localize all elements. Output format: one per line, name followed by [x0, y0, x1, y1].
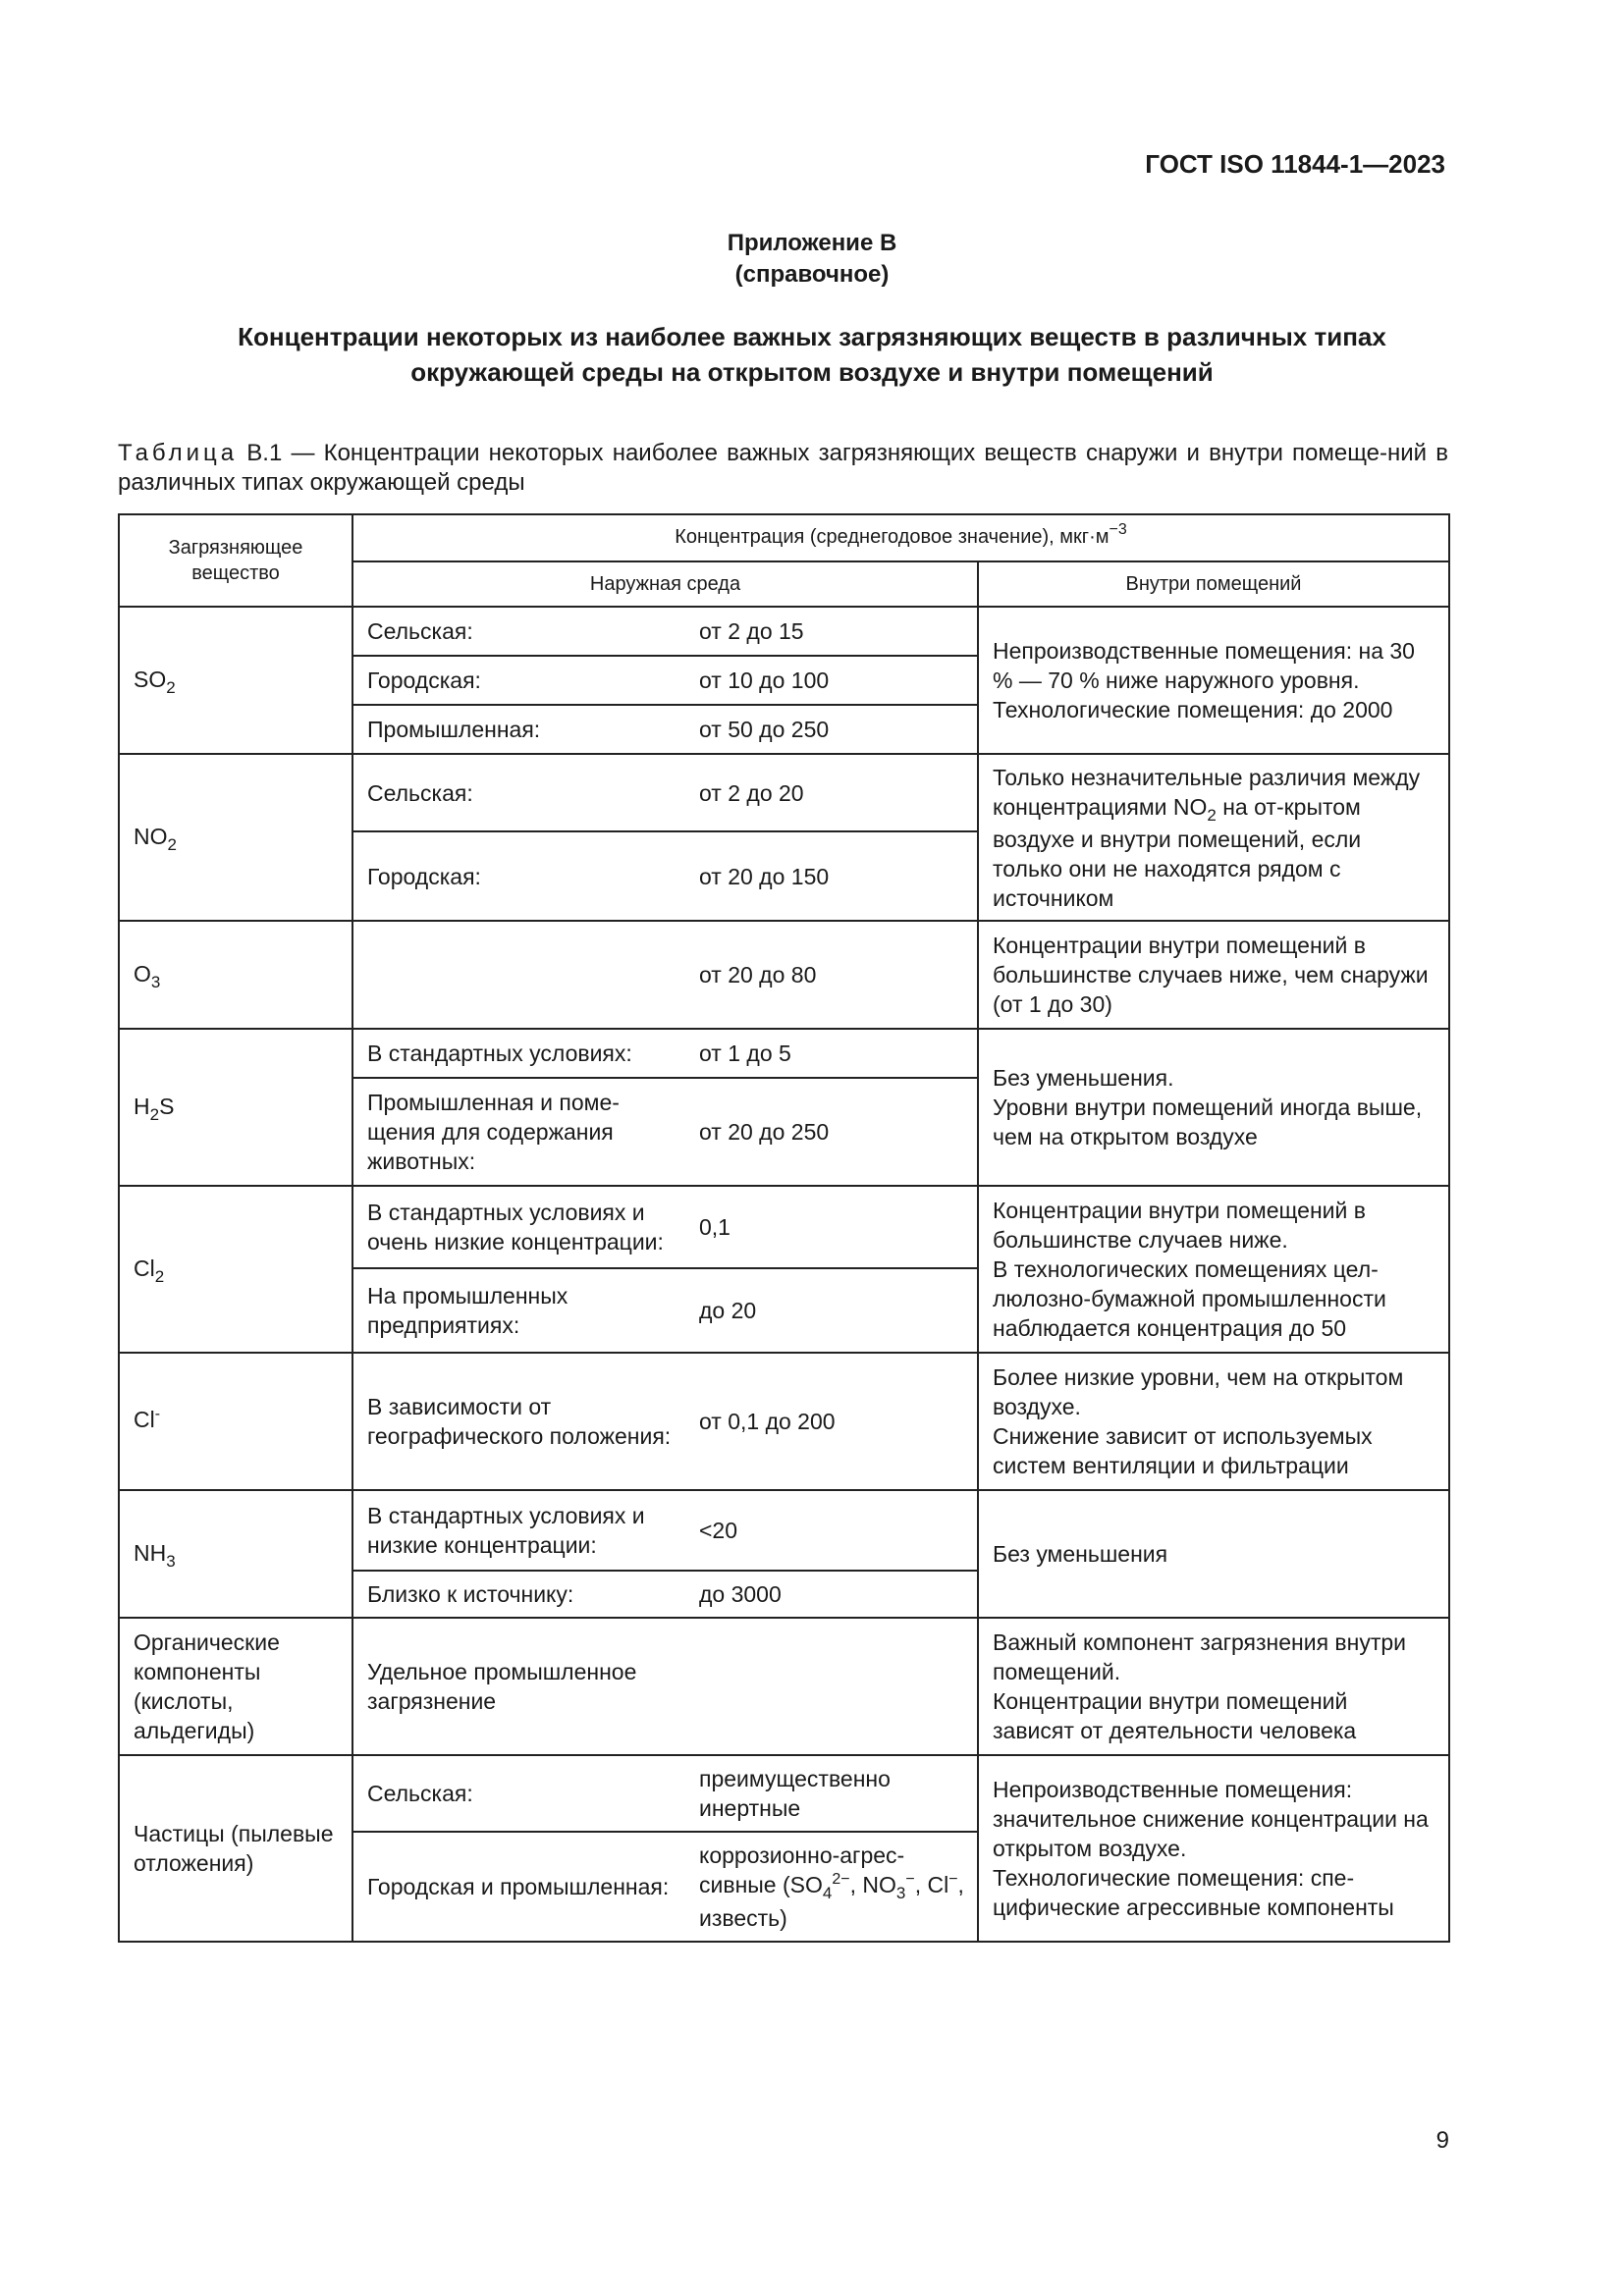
- env-cell: [352, 1186, 978, 1268]
- env-value: от 1 до 5: [699, 1041, 791, 1066]
- table-row: [119, 1755, 1449, 1832]
- indoor-cell: Непроизводственные помещения: на 30 % — 70 % ниже наружного уровня. Технологические помещения: до 2000: [978, 607, 1449, 754]
- table-row: [119, 921, 1449, 1029]
- env-cell: [352, 1755, 978, 1832]
- table-caption: [118, 439, 1448, 498]
- env-value: преимущественно инертные: [699, 1766, 891, 1821]
- env-value: от 10 до 100: [699, 667, 830, 693]
- env-cell: [352, 921, 978, 1029]
- table-row: [119, 1186, 1449, 1268]
- env-cell: [352, 1353, 978, 1490]
- env-value: до 20: [699, 1298, 757, 1323]
- env-value: от 50 до 250: [699, 717, 830, 742]
- env-value: 0,1: [699, 1214, 731, 1240]
- indoor-cell: Важный компонент загрязнения внутри помещений. Концентрации внутри помещений зависят от деятельности человека: [978, 1618, 1449, 1755]
- env-value: от 20 до 250: [699, 1119, 830, 1145]
- table-header-row: [119, 514, 1449, 561]
- env-cell: [352, 607, 978, 656]
- pollutant-cell: $O_3$: [119, 921, 352, 1029]
- env-cell: [352, 1832, 978, 1942]
- appendix-title: Приложение В: [727, 230, 897, 256]
- env-cell: [352, 754, 978, 831]
- env-cell: [352, 1078, 978, 1186]
- env-cell: [352, 1618, 978, 1755]
- table-row: [119, 607, 1449, 656]
- page-number: 9: [1435, 2127, 1449, 2154]
- env-label: Близко к источнику:: [367, 1581, 574, 1607]
- env-value: от 2 до 20: [699, 779, 804, 806]
- env-label: В стандартных условиях:: [367, 1041, 632, 1066]
- env-value: коррозионно-агрес-сивные ($SO_4^{2-}$, $NO_3^-$, Cl−, известь): [699, 1842, 964, 1931]
- env-label: Городская:: [367, 667, 481, 693]
- env-value: от 2 до 15: [699, 618, 804, 644]
- pollutant-cell: $NH_3$: [119, 1490, 352, 1618]
- indoor-cell: Только незначительные различия между концентрациями $NO_2$ на от-крытом воздухе и внутри помещений, если только они не находятся рядом с источником: [978, 754, 1449, 921]
- env-value: до 3000: [699, 1581, 782, 1607]
- env-label: Удельное промышленное загрязнение: [367, 1659, 637, 1714]
- env-label: В стандартных условиях и очень низкие концентрации:: [367, 1200, 664, 1255]
- caption-label: Таблица: [118, 440, 239, 466]
- table-row: [119, 1353, 1449, 1490]
- heading-line-2: окружающей среды на открытом воздухе и внутри помещений: [410, 357, 1214, 387]
- heading-line-1: Концентрации некоторых из наиболее важных загрязняющих веществ в различных типах: [238, 322, 1386, 351]
- table-wrapper: [118, 513, 1448, 1943]
- header-indoor: Внутри помещений: [978, 561, 1449, 607]
- env-label: Сельская:: [367, 779, 473, 806]
- header-outdoor: Наружная среда: [352, 561, 978, 607]
- pollutant-cell: $NO_2$: [119, 754, 352, 921]
- env-cell: [352, 1571, 978, 1618]
- pollutant-cell: $Cl_2$: [119, 1186, 352, 1353]
- env-cell: [352, 705, 978, 754]
- appendix-type: (справочное): [734, 261, 890, 288]
- header-pollutant: Загрязняющее вещество: [119, 514, 352, 607]
- env-value: от 20 до 80: [699, 962, 817, 988]
- env-label: Сельская:: [367, 618, 473, 644]
- table-row: [119, 1490, 1449, 1571]
- pollutant-cell: Органические компоненты (кислоты, альдегиды): [119, 1618, 352, 1755]
- env-label: В зависимости от географического положения:: [367, 1394, 672, 1449]
- document-code: ГОСТ ISO 11844-1—2023: [1145, 149, 1445, 179]
- env-label: Промышленная и поме-щения для содержания животных:: [367, 1090, 620, 1174]
- env-value: [699, 1682, 977, 1690]
- env-cell: [352, 656, 978, 705]
- env-value: <20: [699, 1518, 738, 1543]
- caption-text: В.1 — Концентрации некоторых наиболее важных загрязняющих веществ снаружи и внутри помеще-ний в различных типах окружающей среды: [118, 440, 1448, 496]
- header-concentration: Концентрация (среднегодовое значение), $мкг\cdot м^{-3}$: [352, 514, 1449, 561]
- env-label: [353, 971, 699, 979]
- env-cell: [352, 831, 978, 921]
- pollutant-table: [118, 513, 1450, 1943]
- indoor-cell: Непроизводственные помещения: значительное снижение концентрации на открытом воздухе. Технологические помещения: спе-цифические агрессивные компоненты: [978, 1755, 1449, 1942]
- table-row: [119, 1029, 1449, 1078]
- indoor-cell: Концентрации внутри помещений в большинстве случаев ниже, чем снаружи (от 1 до 30): [978, 921, 1449, 1029]
- pollutant-cell: $H_2S$: [119, 1029, 352, 1186]
- env-value: от 20 до 150: [699, 863, 830, 889]
- table-row: [119, 1618, 1449, 1755]
- env-cell: [352, 1490, 978, 1571]
- env-label: Сельская:: [367, 1781, 473, 1806]
- indoor-cell: Более низкие уровни, чем на открытом воздухе. Снижение зависит от используемых систем вентиляции и фильтрации: [978, 1353, 1449, 1490]
- env-label: Промышленная:: [367, 717, 541, 742]
- indoor-cell: Концентрации внутри помещений в большинстве случаев ниже. В технологических помещениях цел-люлозно-бумажной промышленности наблюдается концентрация до 50: [978, 1186, 1449, 1353]
- env-label: В стандартных условиях и низкие концентрации:: [367, 1503, 645, 1558]
- env-label: Городская:: [367, 863, 481, 889]
- indoor-cell: Без уменьшения: [978, 1490, 1449, 1618]
- env-label: На промышленных предприятиях:: [367, 1283, 568, 1338]
- table-row: [119, 754, 1449, 831]
- env-cell: [352, 1268, 978, 1353]
- pollutant-cell: Cl-: [119, 1353, 352, 1490]
- env-label: Городская и промышленная:: [367, 1874, 670, 1899]
- env-value: от 0,1 до 200: [699, 1409, 836, 1434]
- indoor-cell: Без уменьшения. Уровни внутри помещений иногда выше, чем на открытом воздухе: [978, 1029, 1449, 1186]
- env-cell: [352, 1029, 978, 1078]
- pollutant-cell: Частицы (пылевые отложения): [119, 1755, 352, 1942]
- pollutant-cell: $SO_2$: [119, 607, 352, 754]
- appendix-heading: [118, 319, 1506, 390]
- appendix-title-block: [0, 228, 1624, 291]
